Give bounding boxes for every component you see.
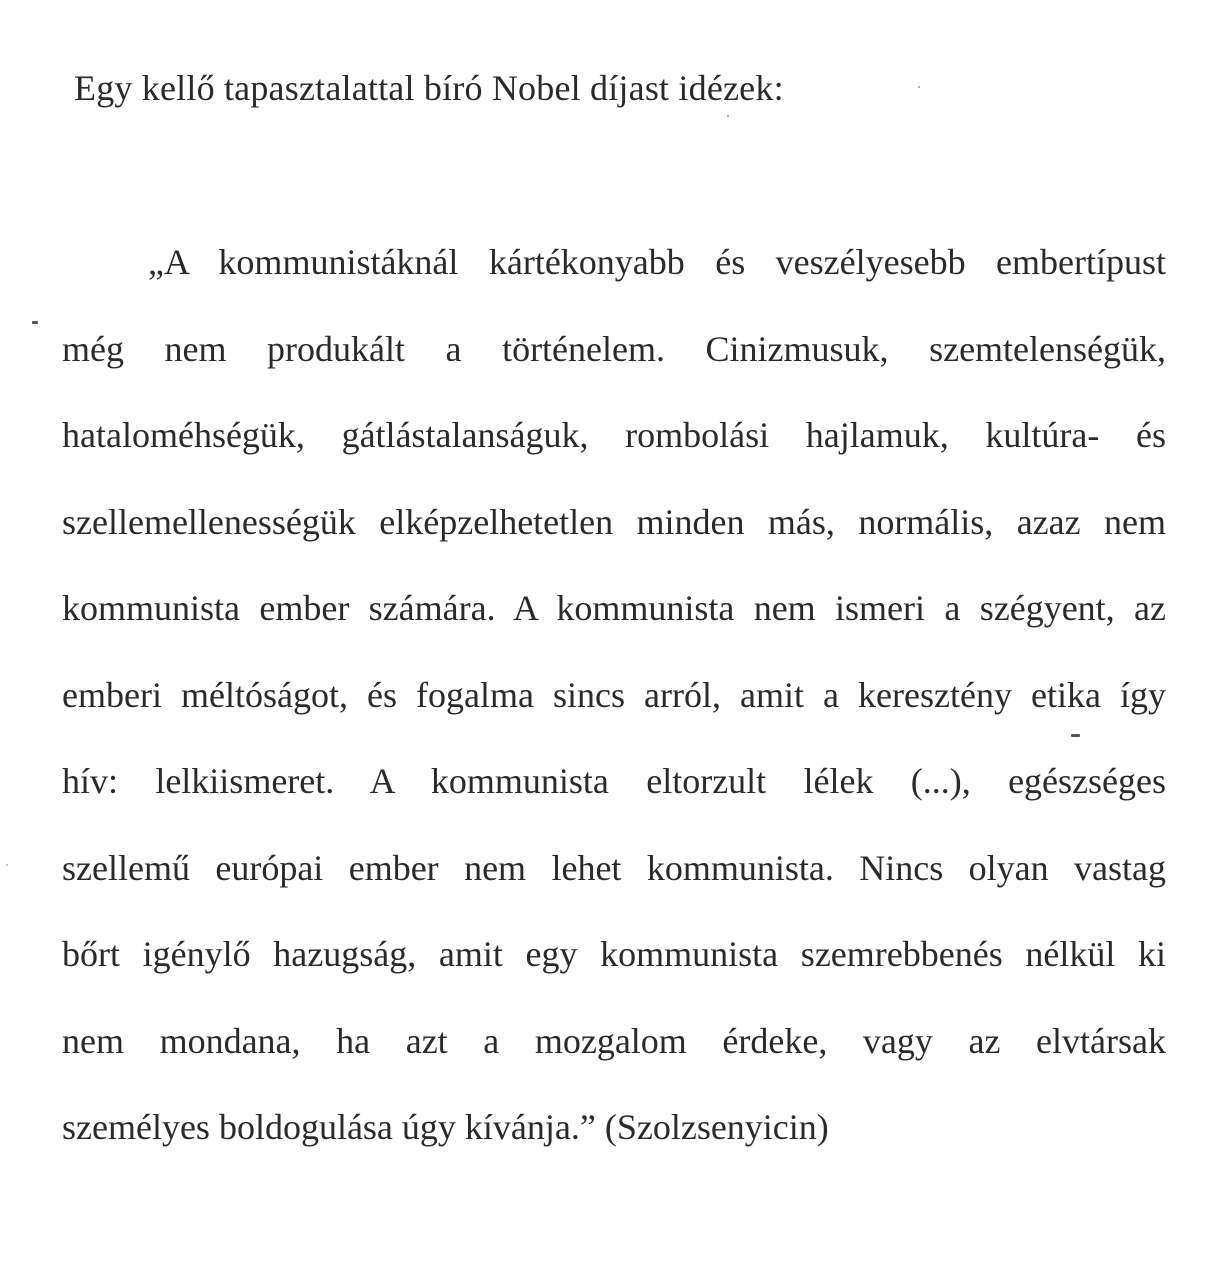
quote-line: kommunista ember számára. A kommunista nem ismeri a szégyent, az bbox=[62, 588, 1166, 628]
quote-line: hataloméhségük, gátlástalanságuk, rombolási hajlamuk, kultúra- és bbox=[62, 415, 1166, 455]
quote-line: hív: lelkiismeret. A kommunista eltorzult lélek (...), egészséges bbox=[62, 761, 1166, 801]
scan-speck bbox=[918, 86, 920, 88]
scan-speck bbox=[727, 115, 729, 117]
quote-line-last: személyes boldogulása úgy kívánja.” (Szolzsenyicin) bbox=[62, 1107, 829, 1147]
quote-line: szellemellenességük elképzelhetetlen minden más, normális, azaz nem bbox=[62, 501, 1166, 542]
scan-speck bbox=[32, 321, 38, 324]
quote-line: szellemű európai ember nem lehet kommunista. Nincs olyan vastag bbox=[62, 847, 1166, 888]
intro-line: Egy kellő tapasztalattal bíró Nobel díjast idézek: bbox=[74, 68, 784, 108]
quote-line: még nem produkált a történelem. Cinizmusuk, szemtelenségük, bbox=[62, 328, 1166, 369]
quotation-block bbox=[62, 238, 1166, 1190]
scan-speck bbox=[1071, 734, 1080, 737]
quote-line: emberi méltóságot, és fogalma sincs arról, amit a keresztény etika így bbox=[62, 674, 1166, 715]
quote-line: bőrt igénylő hazugság, amit egy kommunista szemrebbenés nélkül ki bbox=[62, 934, 1166, 974]
scan-speck bbox=[6, 864, 8, 866]
quote-line: nem mondana, ha azt a mozgalom érdeke, vagy az elvtársak bbox=[62, 1020, 1166, 1061]
quote-line: „A kommunistáknál kártékonyabb és veszélyesebb embertípust bbox=[148, 242, 1166, 282]
